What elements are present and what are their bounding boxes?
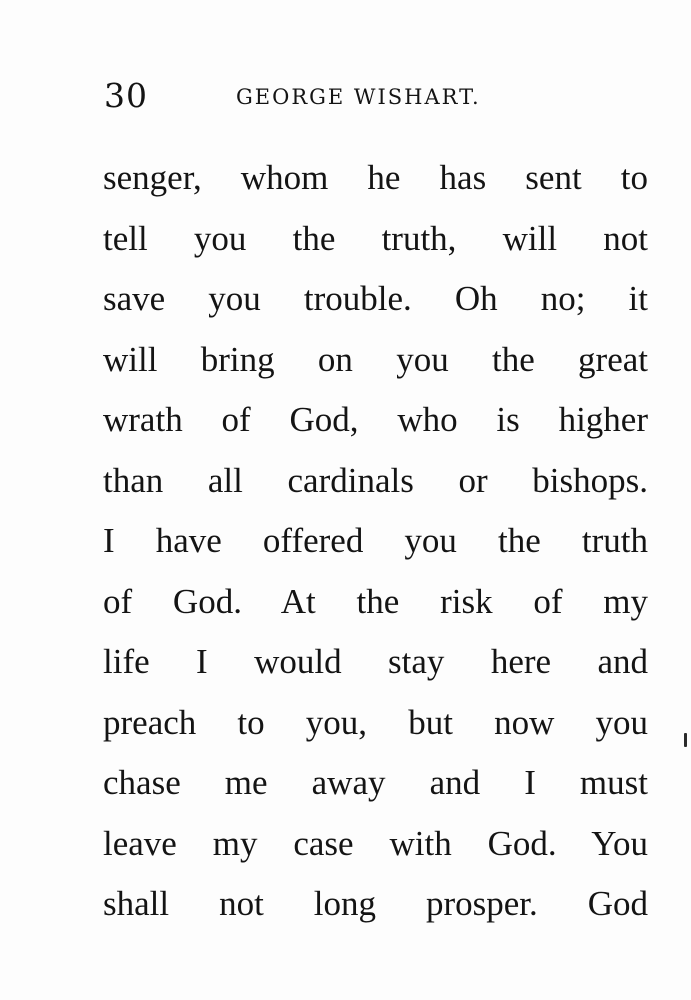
text-line: life I would stay here and	[103, 642, 648, 681]
text-line: shall not long prosper. God	[103, 884, 648, 923]
running-head	[104, 76, 649, 120]
text-line: chase me away and I must	[103, 763, 648, 802]
text-line: will bring on you the great	[103, 339, 648, 379]
text-line: of God. At the risk of my	[103, 581, 648, 621]
text-line: save you trouble. Oh no; it	[103, 279, 648, 318]
text-line: wrath of God, who is higher	[103, 400, 648, 439]
page-number: 30	[104, 76, 148, 115]
text-line: tell you the truth, will not	[103, 218, 648, 258]
text-line: preach to you, but now you	[103, 702, 648, 742]
text-line: senger, whom he has sent to	[103, 158, 648, 197]
body-text	[103, 148, 648, 935]
running-title: GEORGE WISHART.	[236, 85, 481, 109]
page-edge-mark	[684, 733, 687, 747]
text-line: I have offered you the truth	[103, 521, 648, 560]
text-line: than all cardinals or bishops.	[103, 460, 648, 500]
text-line: leave my case with God. You	[103, 823, 648, 863]
